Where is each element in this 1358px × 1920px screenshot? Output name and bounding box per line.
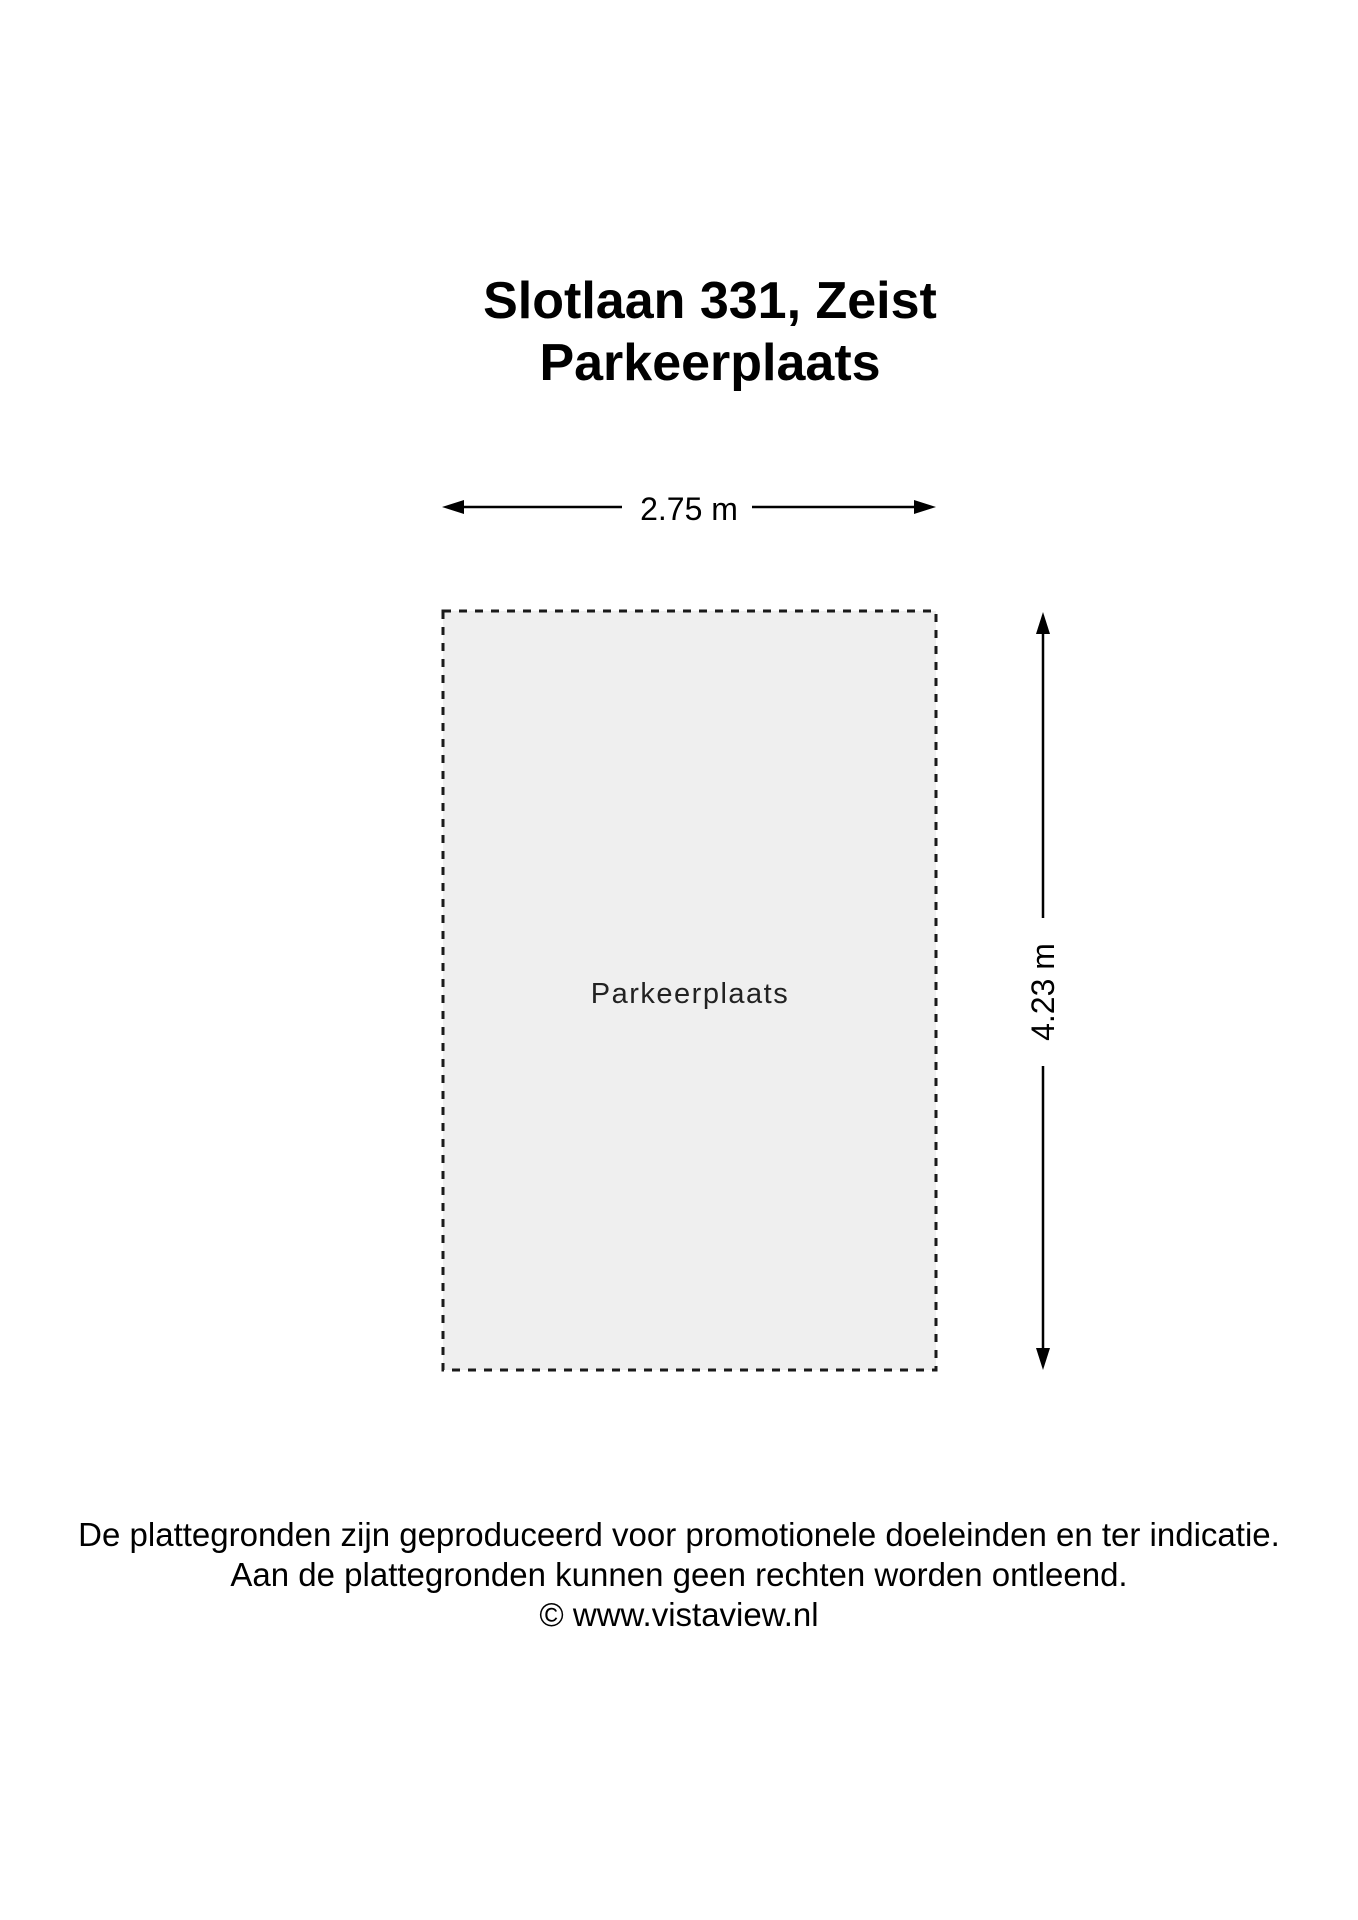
room-label: Parkeerplaats bbox=[590, 978, 790, 1010]
height-dimension bbox=[1025, 612, 1061, 1370]
disclaimer-line-1: De plattegronden zijn geproduceerd voor promotionele doeleinden en ter indicatie. bbox=[78, 1516, 1280, 1553]
arrow-right-icon bbox=[914, 500, 936, 514]
height-label: 4.23 m bbox=[1025, 943, 1061, 1041]
width-label: 2.75 m bbox=[640, 491, 738, 527]
width-dimension bbox=[442, 491, 936, 527]
disclaimer-line-2: Aan de plattegronden kunnen geen rechten worden ontleend. bbox=[230, 1556, 1128, 1593]
address-title: Slotlaan 331, Zeist bbox=[483, 272, 937, 330]
floor-title: Parkeerplaats bbox=[539, 334, 881, 392]
arrow-left-icon bbox=[442, 500, 464, 514]
disclaimer bbox=[0, 1515, 1358, 1635]
arrow-up-icon bbox=[1036, 612, 1050, 634]
copyright-text: © www.vistaview.nl bbox=[539, 1596, 819, 1633]
arrow-down-icon bbox=[1036, 1348, 1050, 1370]
